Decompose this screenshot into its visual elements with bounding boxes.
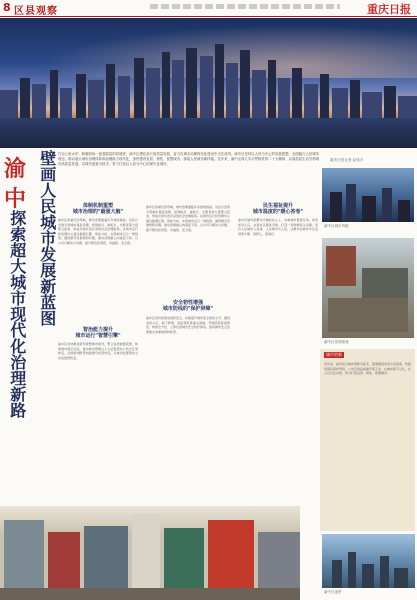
col1b-body: 渝中区加快推进新型智慧城市建设，整合各类数据资源，构建城市数字底座，推动城市管理从人力密集型向人机交互型转变，从经验判断型向数据分析型转变，从被动处置型向主动发现型转变。 <box>58 342 138 360</box>
caption-streets: 渝中区老城街巷 <box>324 340 349 344</box>
caption-night: 渝中区夜景 <box>324 590 342 594</box>
section-name: 区县观察 <box>14 6 58 17</box>
byline: 重庆日报记者 赵伟平 <box>330 158 364 162</box>
headline-char-1: 渝 <box>4 156 27 182</box>
photo-night <box>322 534 415 588</box>
col2-heading: 安全韧性增强 城市防线的"保护屏障" <box>162 300 214 312</box>
section-number: 8 <box>3 1 11 14</box>
col2-lead-body: 渝中区是重庆的母城，城市治理面临许多独特挑战。该区以党建引领城市基层治理，把网格员、楼栋长、志愿者等力量整合起来，形成共建共治共享的社会治理格局。区城市运行和治理中心通过数据汇聚、智能分析，实现城市运行一网统管。围绕群众急难愁盼问题，推动治理重心向基层下移，以小切口解决大问题，提升群众获得感、幸福感、安全感。 <box>146 205 230 232</box>
main-title: 壁画人民城市发展新蓝图 <box>37 150 57 326</box>
col1-body: 渝中区是重庆的母城，城市治理面临许多独特挑战。该区以党建引领城市基层治理，把网格员、楼栋长、志愿者等力量整合起来，形成共建共治共享的社会治理格局。区城市运行和治理中心通过数据汇聚、智能分析，实现城市运行一网统管。围绕群众急难愁盼问题，推动治理重心向基层下移，以小切口解决大问题，提升群众获得感、幸福感、安全感。 <box>58 218 138 245</box>
caption-cityscape: 渝中区城市风貌 <box>324 224 349 228</box>
intro-text: 在百公里水岸、跨越机场一座超高层的旧城里，渝中区勇往前行高质量发展，奋力在城市治理现代化建设中走在前列。渝中区坚持以人民为中心的发展思想，全面践行人民城市理念，推动超大城市治理体系和治理能力现代化，加快建设宜居、韧性、智慧城市，探索人民城市新样板。近年来，渝中区深入学习贯彻党的二十大精神，以高品质生活引领城市高质量发展，以城市更新为抓手，努力打造以人民为中心的现代化城市。 <box>58 152 320 166</box>
photo-commercial-street <box>0 506 300 600</box>
header-fine-print <box>150 4 340 9</box>
sidebar-body: 近年来，渝中区以城市更新为抓手，统筹推进老旧小区改造、传统风貌区保护利用、公共空间品质提升等工作，让城市留下记忆，让人们记住乡愁，努力打造宜居、韧性、智慧城市。 <box>324 362 412 375</box>
col3-body: 渝中区始终把群众冷暖放在心上，实施城市更新行动，改造老旧小区，完善社区服务设施，打造一刻钟便民生活圈。坚持人民城市人民建、人民城市为人民，让群众在城市中生活得更方便、更舒心、更美好。 <box>238 218 318 236</box>
hero-skyline-photo <box>0 18 417 148</box>
sidebar-box <box>320 349 415 531</box>
col2-body: 渝中区坚持统筹发展和安全，持续提升城市安全韧性水平。围绕老旧小区、地下管网、高层建筑等重点领域，开展隐患排查整治，构建全方位、立体化的城市安全防护体系，推动城市安全治理模式向事前预防转型。 <box>146 316 230 334</box>
col1b-heading: 智治能力提升 城市运行"智慧引擎" <box>75 327 121 339</box>
sidebar-tag: 城市更新 <box>326 352 342 357</box>
col3-heading: 民生福祉提升 城市温度的"暖心答卷" <box>252 203 304 215</box>
masthead: 重庆日报 <box>367 3 411 16</box>
river <box>0 118 417 148</box>
photo-cityscape <box>322 168 414 222</box>
headline-char-2: 中 <box>4 186 27 212</box>
sub-title: 探索超大城市现代化治理新路 <box>7 210 27 418</box>
photo-streets <box>322 238 414 338</box>
col1-heading: 体制机制重塑 城市治理的"最强大脑" <box>72 203 124 215</box>
